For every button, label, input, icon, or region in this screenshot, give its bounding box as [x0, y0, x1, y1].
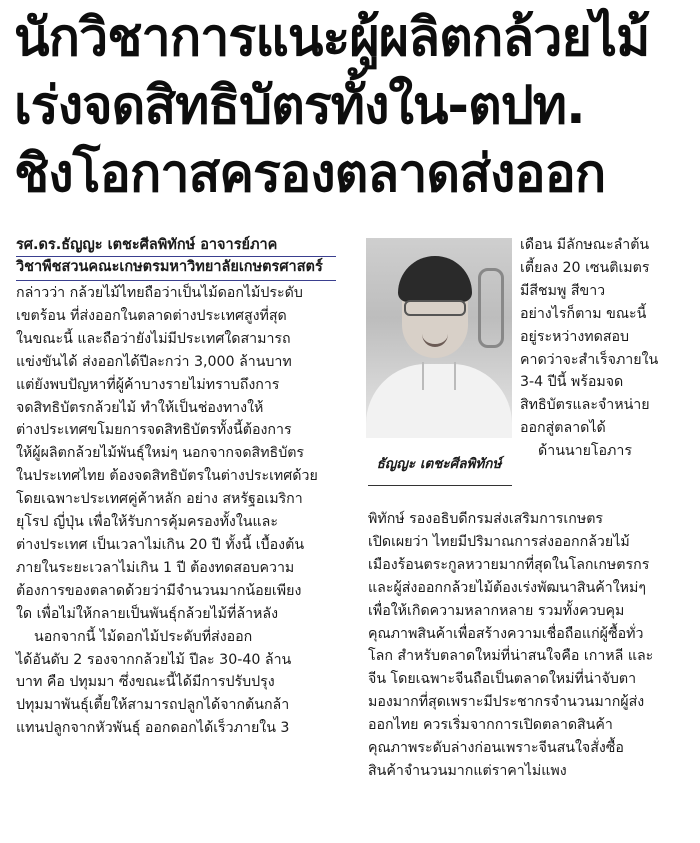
text-line: เขตร้อน ที่ส่งออกในตลาดต่างประเทศสูงที่สุด	[16, 307, 287, 324]
text-line: กล่าวว่า กล้วยไม้ไทยถือว่าเป็นไม้ดอกไม้ประดับ	[16, 285, 303, 301]
text-line: ยุโรป ญี่ปุ่น เพื่อให้รับการคุ้มครองทั้งในและ	[16, 514, 278, 531]
text-line: แข่งขันได้ ส่งออกได้ปีละกว่า 3,000 ล้านบาท	[16, 353, 292, 370]
text-line: เตี้ยลง 20 เซนติเมตร	[520, 259, 650, 276]
byline-line-1: รศ.ดร.ธัญญะ เตชะศีลพิทักษ์ อาจารย์ภาค	[16, 237, 278, 253]
text-line: สินค้าจำนวนมากแต่ราคาไม่แพง	[368, 762, 567, 779]
text-line: ใด เพื่อไม่ให้กลายเป็นพันธุ์กล้วยไม้ที่ล้าหลัง	[16, 605, 279, 622]
text-line: คุณภาพสินค้าเพื่อสร้างความเชื่อถือแก่ผู้ซื้อทั่ว	[368, 625, 644, 642]
text-line: ในขณะนี้ และถือว่ายังไม่มีประเทศใดสามารถ	[16, 330, 291, 347]
text-line: และผู้ส่งออกกล้วยไม้ต้องเร่งพัฒนาสินค้าใหม่ๆ	[368, 579, 647, 596]
text-line: เดือน มีลักษณะลำต้น	[520, 237, 650, 253]
text-line: จดสิทธิบัตรกล้วยไม้ ทำให้เป็นช่องทางให้	[16, 399, 264, 416]
text-line: คุณภาพระดับล่างก่อนเพราะจีนสนใจสั่งซื้อ	[368, 740, 624, 757]
text-line: อยู่ระหว่างทดสอบ	[520, 328, 630, 345]
text-line: เพื่อให้เกิดความหลากหลาย รวมทั้งควบคุม	[368, 602, 625, 619]
text-line: ออกสู่ตลาดได้	[520, 420, 606, 437]
text-line: คาดว่าจะสำเร็จภายใน	[520, 351, 659, 368]
text-line: จีน โดยเฉพาะจีนถือเป็นตลาดใหม่ที่น่าจับตา	[368, 671, 637, 688]
article-right-column	[368, 508, 692, 783]
text-line: ต้องการของตลาดด้วยว่ามีจำนวนมากน้อยเพียง	[16, 582, 302, 599]
text-line: มองมากที่สุดเพราะมีประชากรจำนวนมากผู้ส่ง	[368, 694, 645, 711]
byline-line-2: วิชาพืชสวนคณะเกษตรมหาวิทยาลัยเกษตรศาสตร์	[16, 259, 323, 275]
text-line: อย่างไรก็ตาม ขณะนี้	[520, 305, 647, 322]
text-line: นอกจากนี้ ไม้ดอกไม้ประดับที่ส่งออก	[16, 628, 253, 645]
text-line: ได้อันดับ 2 รองจากกล้วยไม้ ปีละ 30-40 ล้าน	[16, 651, 292, 668]
photo-caption: ธัญญะ เตชะศีลพิทักษ์	[376, 456, 502, 472]
text-line: ปทุมมาพันธุ์เตี้ยให้สามารถปลูกได้จากต้นกล้า	[16, 697, 290, 714]
text-line: บาท คือ ปทุมมา ซึ่งขณะนี้ได้มีการปรับปรุง	[16, 674, 275, 691]
text-line: ด้านนายโอภาร	[520, 443, 632, 460]
text-line: ต่างประเทศขโมยการจดสิทธิบัตรทั้งนี้ต้องการ	[16, 422, 292, 439]
text-line: ต่างประเทศ เป็นเวลาไม่เกิน 20 ปี ทั้งนี้ เบื้องต้น	[16, 536, 305, 553]
text-line: โดยเฉพาะประเทศคู่ค้าหลัก อย่าง สหรัฐอเมริกา	[16, 491, 303, 508]
text-line: พิทักษ์ รองอธิบดีกรมส่งเสริมการเกษตร	[368, 511, 604, 527]
text-line: แทนปลูกจากหัวพันธุ์ ออกดอกได้เร็วภายใน 3	[16, 720, 290, 737]
byline-underline	[16, 256, 336, 257]
portrait-photo	[366, 238, 512, 438]
text-line: สิทธิบัตรและจำหน่าย	[520, 397, 650, 414]
text-line: ภายในระยะเวลาไม่เกิน 1 ปี ต้องทดสอบความ	[16, 559, 295, 576]
text-line: แต่ยังพบปัญหาที่ผู้ค้าบางรายไม่ทราบถึงการ	[16, 376, 280, 393]
headline-line-1: นักวิชาการแนะผู้ผลิตกล้วยไม้	[14, 8, 650, 68]
byline-underline	[16, 280, 336, 281]
text-line: เปิดเผยว่า ไทยมีปริมาณการส่งออกกล้วยไม้	[368, 533, 630, 550]
text-line: ในประเทศไทย ต้องจดสิทธิบัตรในต่างประเทศด้วย	[16, 468, 318, 485]
headline-line-2: เร่งจดสิทธิบัตรทั้งใน-ตปท.	[14, 76, 585, 136]
article-left-column	[16, 282, 342, 740]
text-line: เมืองร้อนตระกูลหวายมากที่สุดในโลกเกษตรกร	[368, 556, 650, 573]
text-line: ออกไทย ควรเริ่มจากการเปิดตลาดสินค้า	[368, 717, 613, 734]
caption-divider	[368, 485, 512, 486]
headline	[14, 4, 694, 208]
headline-line-3: ชิงโอกาสครองตลาดส่งออก	[14, 144, 606, 204]
text-line: 3-4 ปีนี้ พร้อมจด	[520, 374, 624, 391]
text-line: มีสีชมพู สีขาว	[520, 282, 606, 299]
article-top-right-column	[520, 234, 692, 463]
text-line: ให้ผู้ผลิตกล้วยไม้พันธุ์ใหม่ๆ นอกจากจดสิทธิบัตร	[16, 445, 305, 462]
text-line: โลก สำหรับตลาดใหม่ที่น่าสนใจคือ เกาหลี และ	[368, 648, 654, 665]
